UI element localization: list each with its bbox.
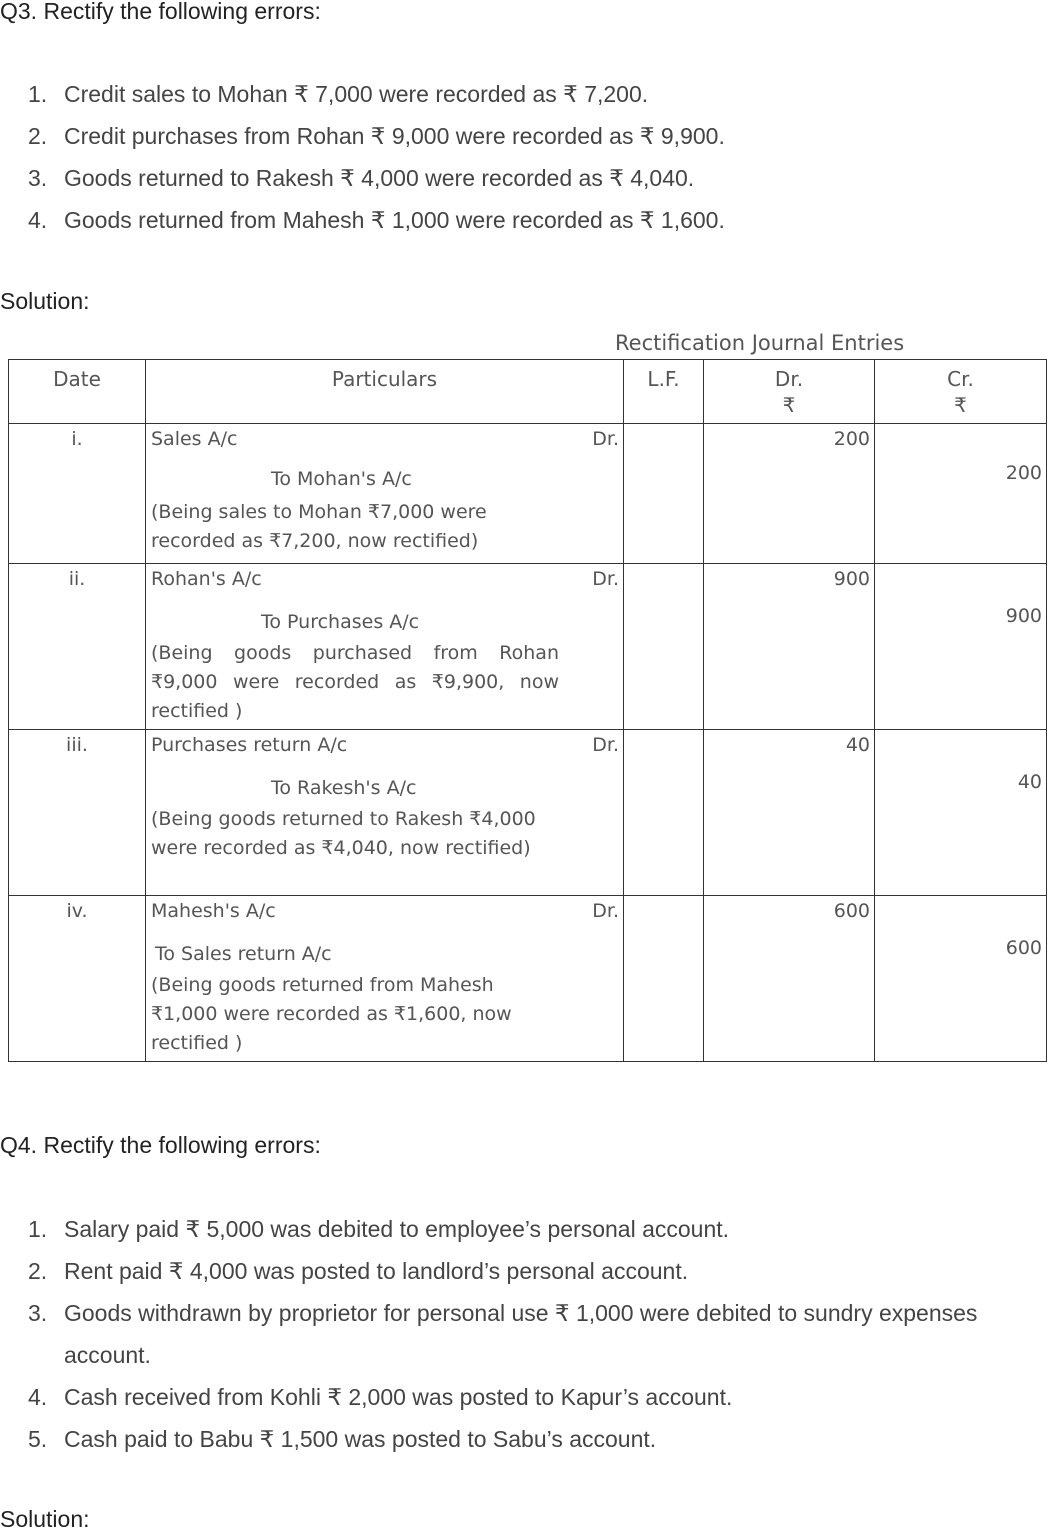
cell-cr-amount: 200 (875, 424, 1047, 564)
cell-dr-amount: 900 (704, 564, 875, 730)
list-text: Salary paid ₹ 5,000 was debited to employee’s personal account. (64, 1216, 730, 1242)
list-item (28, 1418, 984, 1460)
cell-dr-amount: 200 (704, 424, 875, 564)
dr-mark: Dr. (592, 428, 619, 450)
narration: (Being sales to Mohan ₹7,000 were recorded as ₹7,200, now rectified) (151, 501, 487, 552)
q3-error-list (0, 73, 1047, 241)
table-caption: Rectification Journal Entries (615, 331, 905, 355)
table-header-row (9, 360, 1047, 424)
list-number: 5. (28, 1426, 48, 1452)
narration: (Being goods purchased from Rohan ₹9,000 were recorded as ₹9,900, now rectified ) (151, 642, 559, 722)
header-dr-unit: ₹ (782, 393, 796, 417)
narration: (Being goods returned from Mahesh ₹1,000 were recorded as ₹1,600, now rectified ) (151, 974, 512, 1054)
q3-heading: Q3. Rectify the following errors: (0, 0, 321, 24)
list-number: 3. (28, 1300, 48, 1326)
list-item (28, 199, 1047, 241)
list-item (28, 1376, 984, 1418)
q4-heading: Q4. Rectify the following errors: (0, 1132, 321, 1158)
list-number: 1. (28, 1216, 48, 1242)
credit-account: To Purchases A/c (261, 611, 420, 633)
cell-lf (624, 730, 704, 896)
list-item (28, 1208, 984, 1250)
credit-account: To Sales return A/c (155, 943, 332, 965)
header-dr (704, 360, 875, 424)
list-item (28, 157, 1047, 199)
header-particulars: Particulars (146, 360, 624, 424)
table-row (9, 730, 1047, 896)
cell-lf (624, 564, 704, 730)
cell-dr-amount: 40 (704, 730, 875, 896)
list-item (28, 115, 1047, 157)
narration: (Being goods returned to Rakesh ₹4,000 were recorded as ₹4,040, now rectified) (151, 808, 536, 859)
cell-lf (624, 424, 704, 564)
list-number: 3. (28, 165, 48, 191)
cell-particulars (146, 896, 624, 1062)
header-cr-unit: ₹ (954, 393, 967, 417)
list-text: Goods withdrawn by proprietor for personal use ₹ 1,000 were debited to sundry expenses account. (64, 1300, 978, 1368)
cell-cr-amount: 40 (875, 730, 1047, 896)
cell-particulars (146, 564, 624, 730)
cell-lf (624, 896, 704, 1062)
q3-solution-label: Solution: (0, 288, 90, 314)
table-row (9, 424, 1047, 564)
debit-account: Mahesh's A/c (151, 900, 276, 922)
dr-mark: Dr. (592, 734, 619, 756)
header-date: Date (9, 360, 146, 424)
debit-account: Rohan's A/c (151, 568, 262, 590)
list-number: 1. (28, 81, 48, 107)
list-number: 2. (28, 1258, 48, 1284)
list-item (28, 1292, 984, 1376)
list-number: 4. (28, 207, 48, 233)
header-cr (875, 360, 1047, 424)
cell-date: iv. (9, 896, 146, 1062)
table-row (9, 896, 1047, 1062)
header-dr-label: Dr. (774, 367, 804, 391)
list-text: Rent paid ₹ 4,000 was posted to landlord’s personal account. (64, 1258, 689, 1284)
debit-account: Sales A/c (151, 428, 238, 450)
header-cr-label: Cr. (947, 367, 974, 391)
cell-particulars (146, 424, 624, 564)
list-text: Credit sales to Mohan ₹ 7,000 were recorded as ₹ 7,200. (64, 81, 649, 107)
table-row (9, 564, 1047, 730)
list-number: 4. (28, 1384, 48, 1410)
dr-mark: Dr. (592, 568, 619, 590)
cell-cr-amount: 900 (875, 564, 1047, 730)
list-item (28, 1250, 984, 1292)
cell-date: iii. (9, 730, 146, 896)
list-item (28, 73, 1047, 115)
list-text: Cash paid to Babu ₹ 1,500 was posted to Sabu’s account. (64, 1426, 657, 1452)
dr-mark: Dr. (592, 900, 619, 922)
list-number: 2. (28, 123, 48, 149)
cell-date: i. (9, 424, 146, 564)
header-lf: L.F. (624, 360, 704, 424)
cell-cr-amount: 600 (875, 896, 1047, 1062)
list-text: Credit purchases from Rohan ₹ 9,000 were recorded as ₹ 9,900. (64, 123, 725, 149)
credit-account: To Mohan's A/c (271, 468, 412, 490)
q4-solution-label: Solution: (0, 1506, 90, 1532)
cell-particulars (146, 730, 624, 896)
list-text: Cash received from Kohli ₹ 2,000 was posted to Kapur’s account. (64, 1384, 733, 1410)
cell-dr-amount: 600 (704, 896, 875, 1062)
debit-account: Purchases return A/c (151, 734, 348, 756)
rectification-journal-table (8, 359, 1047, 1062)
cell-date: ii. (9, 564, 146, 730)
list-text: Goods returned from Mahesh ₹ 1,000 were recorded as ₹ 1,600. (64, 207, 725, 233)
credit-account: To Rakesh's A/c (271, 777, 417, 799)
list-text: Goods returned to Rakesh ₹ 4,000 were recorded as ₹ 4,040. (64, 165, 695, 191)
q4-error-list (0, 1208, 984, 1460)
